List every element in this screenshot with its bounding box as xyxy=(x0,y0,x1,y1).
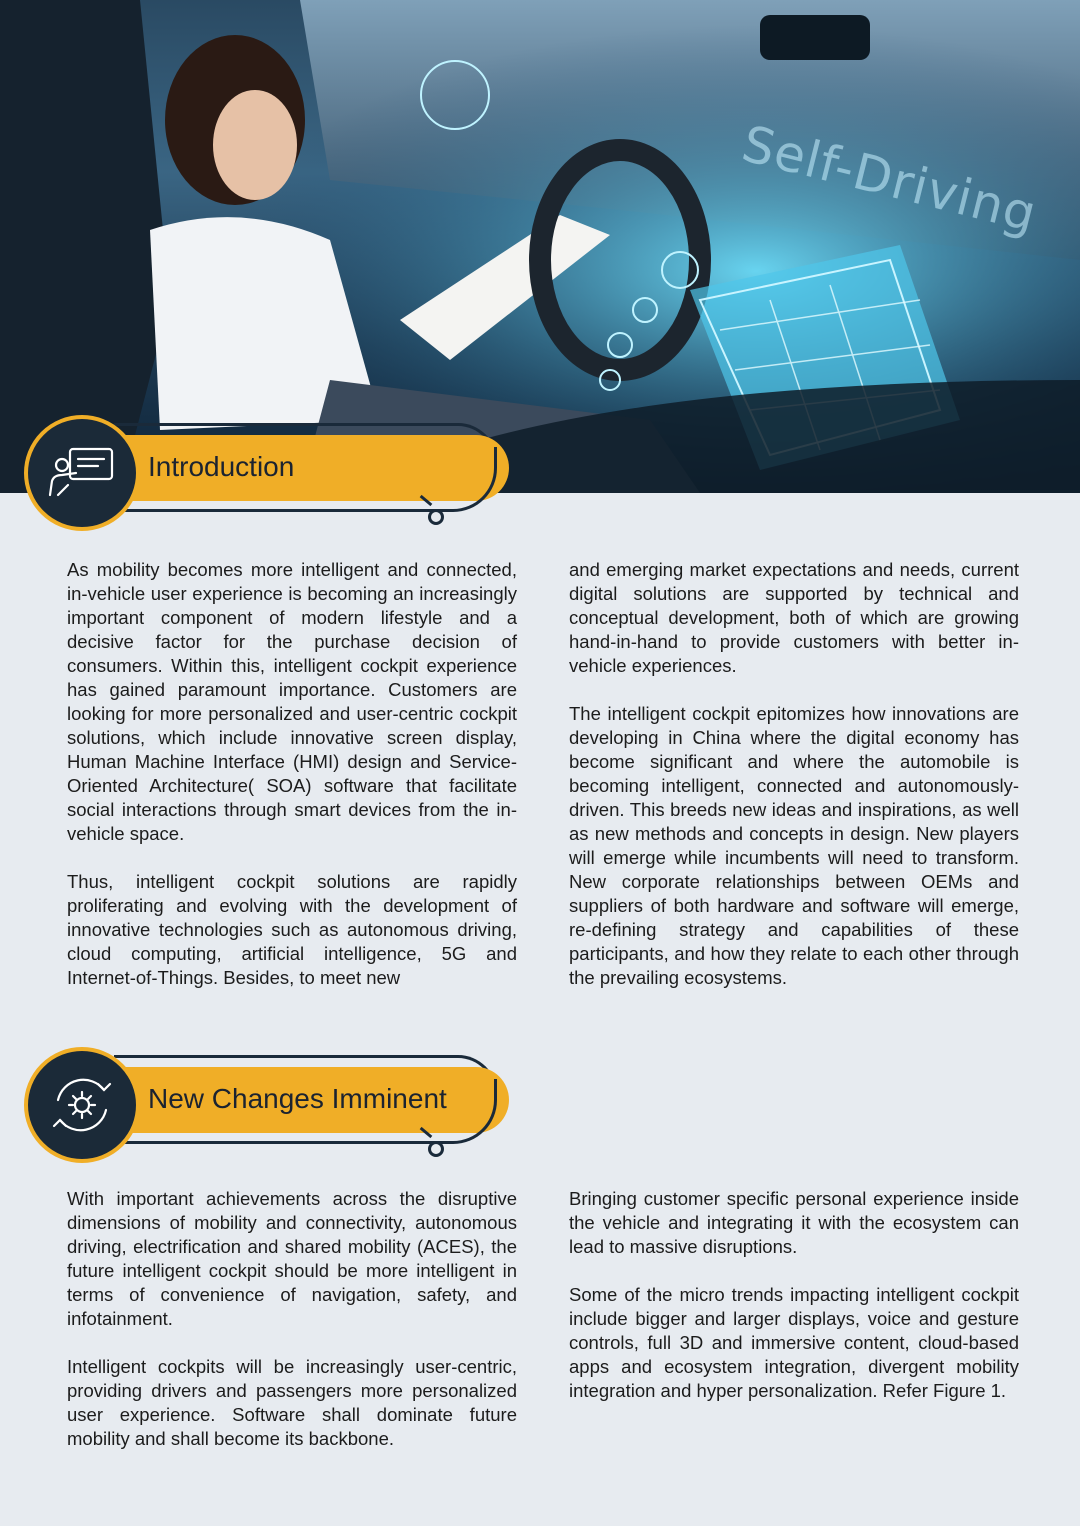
paragraph: Intelligent cockpits will be increasingly user-centric, providing drivers and passengers more personalized user experience. Software shall dominate future mobility and shall become its backbone. xyxy=(67,1356,517,1449)
introduction-right-column xyxy=(569,558,1019,1014)
hero-caption: Self-Driving xyxy=(736,114,1043,244)
new-changes-left-column xyxy=(67,1187,517,1475)
paragraph: With important achievements across the disruptive dimensions of mobility and connectivity, autonomous driving, electrification and shared mobility (ACES), the future intelligent cockpit should be more intelligent in terms of convenience of navigation, safety, and infotainment. xyxy=(67,1188,517,1329)
header-decor-dot xyxy=(428,509,444,525)
header-decor-dot xyxy=(428,1141,444,1157)
paragraph: As mobility becomes more intelligent and connected, in-vehicle user experience is becoming an increasingly important component of modern lifestyle and a decisive factor for the purchase decision of consumers. Within this, intelligent cockpit experience has gained paramount importance. Customers are looking for more personalized and user-centric cockpit solutions, which include innovative screen display, Human Machine Interface (HMI) design and Service-Oriented Architecture( SOA) software that facilitate social interactions through smart devices from the in-vehicle space. xyxy=(67,559,517,844)
new-changes-header xyxy=(24,1047,504,1167)
section-title: Introduction xyxy=(148,451,295,482)
new-changes-right-column xyxy=(569,1187,1019,1427)
section-title: New Changes Imminent xyxy=(148,1083,447,1114)
paragraph: The intelligent cockpit epitomizes how innovations are developing in China where the digital economy has become significant and where the automobile is becoming intelligent, connected and autonomously-driven. This breeds new ideas and inspirations, as well as new methods and concepts in design. New players will emerge while incumbents will need to transform. New corporate relationships between OEMs and suppliers of both hardware and software will emerge, re-defining strategy and capabilities of these participants, and how they relate to each other through the prevailing ecosystems. xyxy=(569,703,1019,988)
introduction-header xyxy=(24,415,504,535)
paragraph: Some of the micro trends impacting intelligent cockpit include bigger and larger displays, voice and gesture controls, full 3D and immersive content, cloud-based apps and ecosystem integration, divergent mobility integration and hyper personalization. Refer Figure 1. xyxy=(569,1284,1019,1401)
presentation-icon xyxy=(24,415,140,531)
paragraph: and emerging market expectations and needs, current digital solutions are supported by technical and conceptual development, both of which are growing hand-in-hand to provide customers with better in-vehicle experiences. xyxy=(569,559,1019,676)
introduction-left-column xyxy=(67,558,517,1014)
paragraph: Thus, intelligent cockpit solutions are rapidly proliferating and evolving with the development of innovative technologies such as autonomous driving, cloud computing, artificial intelligence, 5G and Internet-of-Things. Besides, to meet new xyxy=(67,871,517,988)
gear-cycle-icon xyxy=(24,1047,140,1163)
paragraph: Bringing customer specific personal experience inside the vehicle and integrating it with the ecosystem can lead to massive disruptions. xyxy=(569,1188,1019,1257)
